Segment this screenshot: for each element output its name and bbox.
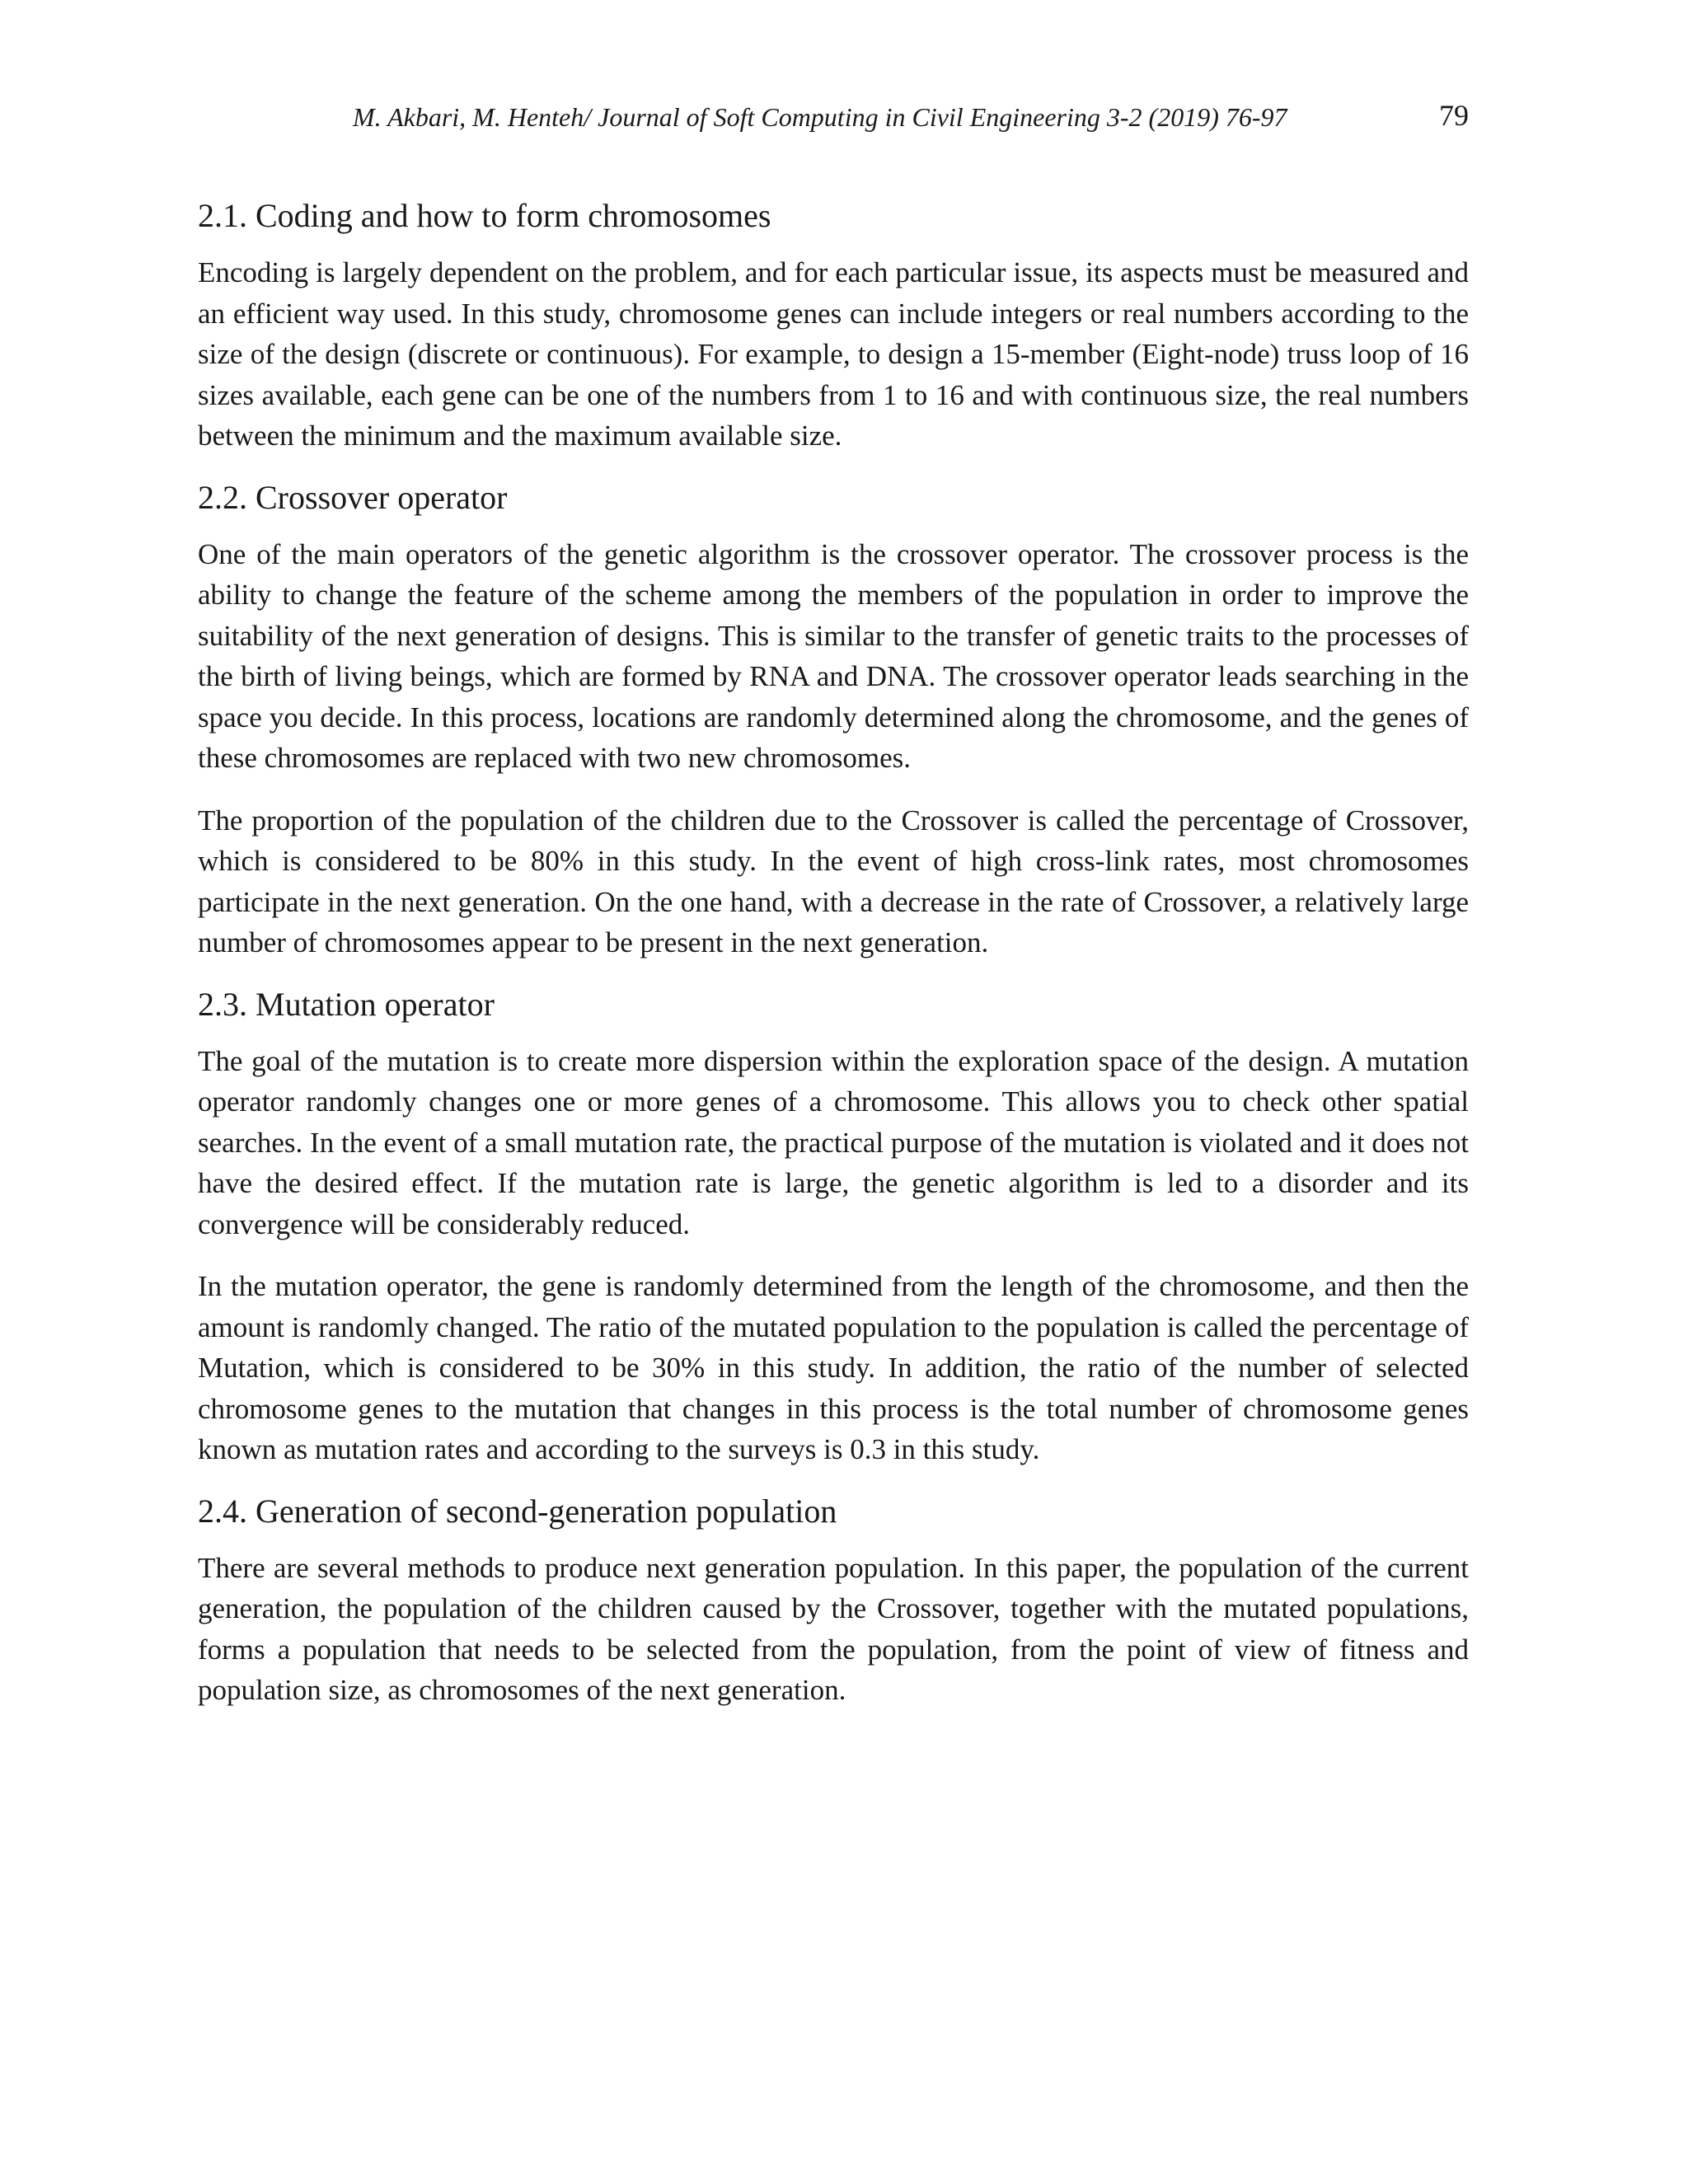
section-heading: 2.1. Coding and how to form chromosomes <box>198 197 771 234</box>
section-mutation-operator <box>198 985 1469 1470</box>
section-crossover-operator <box>198 478 1469 963</box>
journal-citation: M. Akbari, M. Henteh/ Journal of Soft Computing in Civil Engineering 3-2 (2019) 76-97 <box>353 102 1287 132</box>
running-header <box>198 99 1469 135</box>
section-heading: 2.3. Mutation operator <box>198 985 495 1023</box>
paragraph: There are several methods to produce next generation population. In this paper, the population of the current generation, the population of the children caused by the Crossover, together with the mutated populations, forms a population that needs to be selected from the population, from the point of view of fitness and population size, as chromosomes of the next generation. <box>198 1551 1469 1706</box>
section-heading: 2.2. Crossover operator <box>198 478 508 516</box>
paragraph: Encoding is largely dependent on the problem, and for each particular issue, its aspects must be measured and an efficient way used. In this study, chromosome genes can include integers or real numbers according to the size of the design (discrete or continuous). For example, to design a 15-member (Eight-node) truss loop of 16 sizes available, each gene can be one of the numbers from 1 to 16 and with continuous size, the real numbers between the minimum and the maximum available size. <box>198 256 1469 452</box>
section-coding-chromosomes <box>198 196 1469 457</box>
paragraph: In the mutation operator, the gene is randomly determined from the length of the chromosome, and then the amount is randomly changed. The ratio of the mutated population to the population is called the percentage of Mutation, which is considered to be 30% in this study. In addition, the ratio of the number of selected chromosome genes to the mutation that changes in this process is the total number of chromosome genes known as mutation rates and according to the surveys is 0.3 in this study. <box>198 1270 1469 1465</box>
article-body <box>198 196 1469 1732</box>
paragraph: The goal of the mutation is to create more dispersion within the exploration space of the design. A mutation operator randomly changes one or more genes of a chromosome. This allows you to check other spatial searches. In the event of a small mutation rate, the practical purpose of the mutation is violated and it does not have the desired effect. If the mutation rate is large, the genetic algorithm is led to a disorder and its convergence will be considerably reduced. <box>198 1044 1469 1240</box>
page-number: 79 <box>1439 99 1469 132</box>
section-second-generation <box>198 1492 1469 1711</box>
section-heading: 2.4. Generation of second-generation population <box>198 1492 837 1530</box>
paragraph: The proportion of the population of the children due to the Crossover is called the percentage of Crossover, which is considered to be 80% in this study. In the event of high cross-link rates, most chromosomes participate in the next generation. On the one hand, with a decrease in the rate of Crossover, a relatively large number of chromosomes appear to be present in the next generation. <box>198 804 1469 958</box>
paragraph: One of the main operators of the genetic algorithm is the crossover operator. The crossover process is the ability to change the feature of the scheme among the members of the population in order to improve the suitability of the next generation of designs. This is similar to the transfer of genetic traits to the processes of the birth of living beings, which are formed by RNA and DNA. The crossover operator leads searching in the space you decide. In this process, locations are randomly determined along the chromosome, and the genes of these chromosomes are replaced with two new chromosomes. <box>198 537 1469 774</box>
